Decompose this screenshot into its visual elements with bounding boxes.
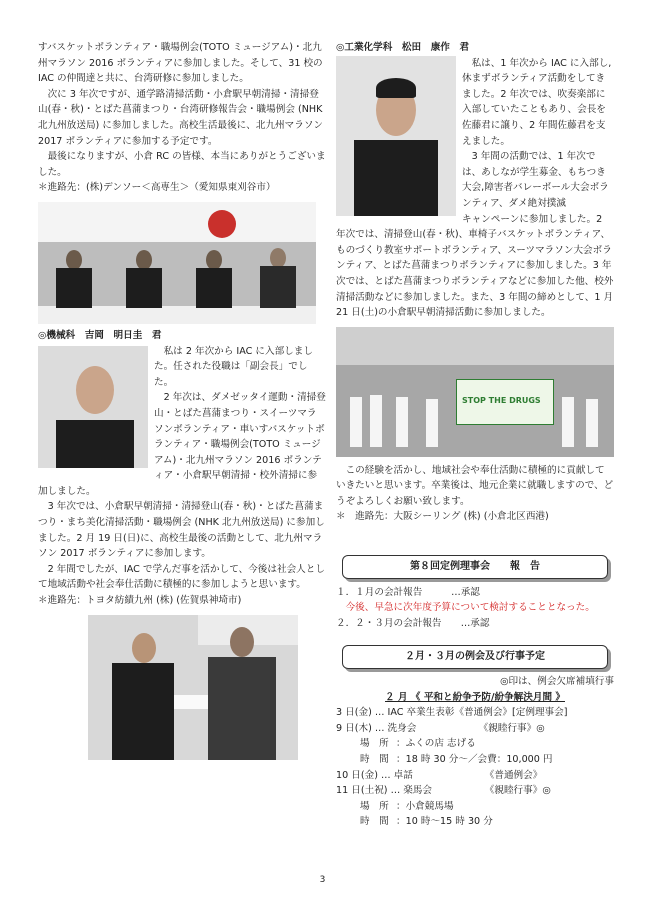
meeting-report-title: 第８回定例理事会 報 告 — [342, 555, 608, 579]
meeting-note: 今後、早急に次年度予算について検討することとなった。 — [345, 602, 595, 614]
banner-text: STOP THE DRUGS — [462, 395, 541, 405]
paragraph: 次に 3 年次ですが、通学路清掃活動・小倉駅早朝清掃・清掃登山(春・秋)・とばた菖蒲まつり・台湾研修報告会・職場例会 (NHK 北九州放送局) に参加しました。高校生活最後に、北九州マラソン 2017 ボランティアに参加する予定です。 — [38, 88, 324, 147]
paragraph: この経験を活かし、地域社会や奉仕活動に積極的に貢献していきたいと思います。卒業後は、地元企業に就職しますので、どうぞよろしくお願い致します。 — [336, 464, 614, 507]
event-detail: 時 間 ：10 時～15 時 30 分 — [360, 816, 493, 828]
right-column — [336, 40, 614, 830]
paragraph: 最後になりますが、小倉 RC の皆様、本当にありがとうございました。 — [38, 151, 326, 178]
student-portrait — [38, 346, 148, 468]
page-number: 3 — [319, 875, 326, 885]
event-detail: 場 所 ：ふくの店 志げる — [360, 738, 476, 750]
career-note: ＊進路先：トヨタ紡績九州 (株) (佐賀県神埼市) — [38, 595, 242, 607]
event-item: 11 日(土祝) … 楽馬会 《親睦行事》◎ — [336, 785, 551, 797]
group-photo — [38, 202, 316, 324]
event-item: 10 日(金) … 卓話 《普通例会》 — [336, 769, 543, 781]
event-detail: 時 間 ：18 時 30 分～／会費：10,000 円 — [360, 754, 553, 765]
event-detail: 場 所 ：小倉競馬場 — [360, 800, 454, 812]
student-heading: ◎工業化学科 松田 康作 君 — [336, 42, 470, 53]
paragraph: 私は 2 年次から IAC に入部しました。任された役職は「副会長」でした。 — [154, 345, 313, 388]
paragraph: 2 年間でしたが、IAC で学んだ事を活かして、今後は社会人として地域活動や社会奉仕活動に積極的に参加しようと思います。 — [38, 563, 325, 591]
paragraph: 3 年次では、小倉駅早朝清掃・清掃登山(春・秋)・とばた菖蒲まつり・まち美化清掃活動・職場例会 (NHK 北九州放送局) に参加しました。2 月 19 日(日)に、高校生最後の活動として、北九州マラソン 2017 ボランティアに参加します。 — [38, 501, 325, 560]
student-portrait — [336, 56, 456, 216]
paragraph: 3 年間の活動では、1 年次では、あしなが学生募金、もちつき大会,障害者バレーボール大会ボランティア、ダメ絶対撲滅 — [462, 151, 609, 209]
meeting-item: １．１月の会計報告 …承認 — [336, 586, 480, 598]
event-item: 3 日(金) … IAC 卒業生表彰《普通例会》[定例理事会] — [336, 707, 568, 719]
career-note: ＊進路先：(株)デンソー＜高専生＞（愛知県東刈谷市） — [38, 182, 276, 194]
intro-text: すバスケットボランティア・職場例会(TOTO ミュージアム)・北九州マラソン 2016 ボランティアに参加しました。そして、31 校の IAC の仲間達と共に、台湾研修に参加しました。 — [38, 42, 323, 85]
meeting-item: ２．２・３月の会計報告 …承認 — [336, 617, 490, 629]
events-title: ２月・３月の例会及び行事予定 — [342, 645, 608, 669]
left-column — [38, 40, 326, 760]
paragraph: 2 年次は、ダメゼッタイ運動・清掃登山・とばた菖蒲まつり・スイーツマラソンボランティア・車いすバスケットボランティア・職場例会(TOTO ミュージアム)・北九州マラソン 2016 ボランティア・小倉駅早朝清掃・校外清掃に参加しました。 — [38, 392, 326, 497]
street-photo — [336, 327, 614, 457]
month-title: ２ 月 《 平和と紛争予防/紛争解決月間 》 — [385, 691, 565, 703]
events-legend: ◎印は、例会欠席補填行事 — [500, 676, 614, 688]
event-item: 9 日(木) … 洗身会 《親睦行事》◎ — [336, 722, 545, 734]
student-heading: ◎機械科 吉岡 明日圭 君 — [38, 329, 162, 341]
paragraph: 私は、1 年次から IAC に入部し,休まずボランティア活動をしてきました。2 年次では、吹奏楽部に入部していたこともあり、会長を佐藤君に譲り、2 年間佐藤君を支えました。 — [462, 57, 612, 147]
award-photo — [88, 615, 298, 760]
paragraph: キャンペーンに参加しました。2 年次では、清掃登山(春・秋)、車椅子バスケットボランティア、ものづくり教室サポートボランティア、スーツマラソン大会ボランティア、とばた菖蒲まつりボランティアに参加しました。3 年次では、とばた菖蒲まつりボランティアなどに参加した他、校外清掃活動などに参加しました。また、3 年間の締めとして、1 月 21 日(土)の小倉駅早朝清掃活動に参加しました。 — [336, 213, 614, 319]
career-note: ＊ 進路先：大阪シーリング (株) (小倉北区西港) — [336, 511, 549, 523]
